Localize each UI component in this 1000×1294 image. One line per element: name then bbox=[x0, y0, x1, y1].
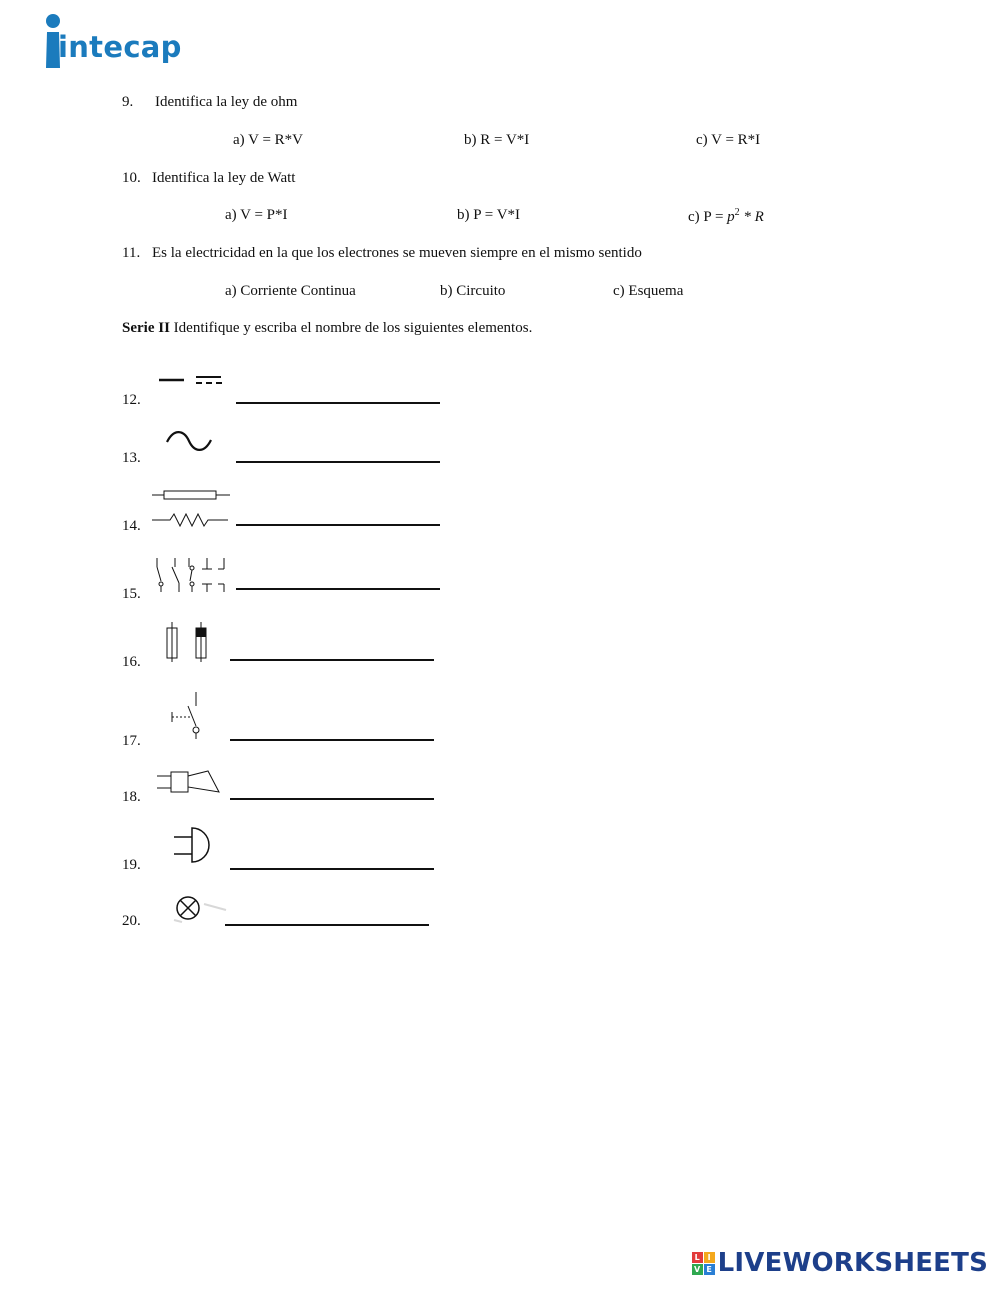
q11-option-b[interactable]: b) Circuito bbox=[440, 283, 506, 299]
serie2-instruction: Identifique y escriba el nombre de los siguientes elementos. bbox=[173, 320, 533, 336]
q9-option-b[interactable]: b) R = V*I bbox=[464, 132, 530, 148]
ac-current-icon bbox=[162, 428, 216, 454]
item-12-answer-line[interactable] bbox=[236, 402, 440, 404]
q10-option-c-label: c) P = bbox=[688, 209, 728, 225]
q11-option-c[interactable]: c) Esquema bbox=[613, 283, 684, 299]
logo-text: intecap bbox=[58, 30, 182, 64]
q9-number: 9. bbox=[122, 94, 134, 110]
bell-icon bbox=[172, 824, 214, 866]
item-19-answer-line[interactable] bbox=[230, 868, 434, 870]
item-14-answer-line[interactable] bbox=[236, 524, 440, 526]
item-19-number: 19. bbox=[122, 857, 141, 873]
liveworksheets-badge-icon bbox=[692, 1252, 715, 1275]
q10-option-c[interactable] bbox=[688, 207, 764, 226]
item-17-answer-line[interactable] bbox=[230, 739, 434, 741]
item-20-number: 20. bbox=[122, 913, 141, 929]
serie2-heading bbox=[122, 320, 532, 337]
q10-math-exp: 2 bbox=[734, 207, 740, 218]
push-button-icon bbox=[168, 690, 208, 740]
q10-math-base: p bbox=[727, 209, 735, 225]
item-17-number: 17. bbox=[122, 733, 141, 749]
item-16-answer-line[interactable] bbox=[230, 659, 434, 661]
item-14-number: 14. bbox=[122, 518, 141, 534]
q9-option-c[interactable]: c) V = R*I bbox=[696, 132, 761, 148]
fuse-icon bbox=[160, 620, 214, 664]
q10-math-rest: * R bbox=[739, 209, 764, 225]
badge-letter-i: I bbox=[704, 1252, 715, 1263]
dc-current-icon bbox=[156, 372, 226, 388]
q9-text: Identifica la ley de ohm bbox=[155, 94, 298, 110]
resistor-icon bbox=[150, 486, 232, 532]
liveworksheets-logo bbox=[692, 1248, 988, 1278]
item-13-number: 13. bbox=[122, 450, 141, 466]
q10-option-a[interactable]: a) V = P*I bbox=[225, 207, 288, 223]
badge-letter-l: L bbox=[692, 1252, 703, 1263]
serie2-title: Serie II bbox=[122, 320, 170, 336]
liveworksheets-brand: LIVEWORKSHEETS bbox=[717, 1248, 988, 1278]
q9-option-a[interactable]: a) V = R*V bbox=[233, 132, 303, 148]
intecap-logo bbox=[40, 12, 180, 74]
q10-option-b[interactable]: b) P = V*I bbox=[457, 207, 521, 223]
item-15-answer-line[interactable] bbox=[236, 588, 440, 590]
q10-text: Identifica la ley de Watt bbox=[152, 170, 296, 186]
badge-letter-v: V bbox=[692, 1264, 703, 1275]
item-12-number: 12. bbox=[122, 392, 141, 408]
item-20-answer-line[interactable] bbox=[225, 924, 429, 926]
item-16-number: 16. bbox=[122, 654, 141, 670]
q11-option-a[interactable]: a) Corriente Continua bbox=[225, 283, 356, 299]
switch-contacts-icon bbox=[152, 555, 232, 595]
item-15-number: 15. bbox=[122, 586, 141, 602]
item-18-answer-line[interactable] bbox=[230, 798, 434, 800]
horn-icon bbox=[154, 768, 224, 796]
item-13-answer-line[interactable] bbox=[236, 461, 440, 463]
badge-letter-e: E bbox=[704, 1264, 715, 1275]
q11-text: Es la electricidad en la que los electrones se mueven siempre en el mismo sentido bbox=[152, 245, 642, 261]
q10-number: 10. bbox=[122, 170, 141, 186]
lamp-icon bbox=[170, 892, 230, 924]
item-18-number: 18. bbox=[122, 789, 141, 805]
q11-number: 11. bbox=[122, 245, 141, 261]
